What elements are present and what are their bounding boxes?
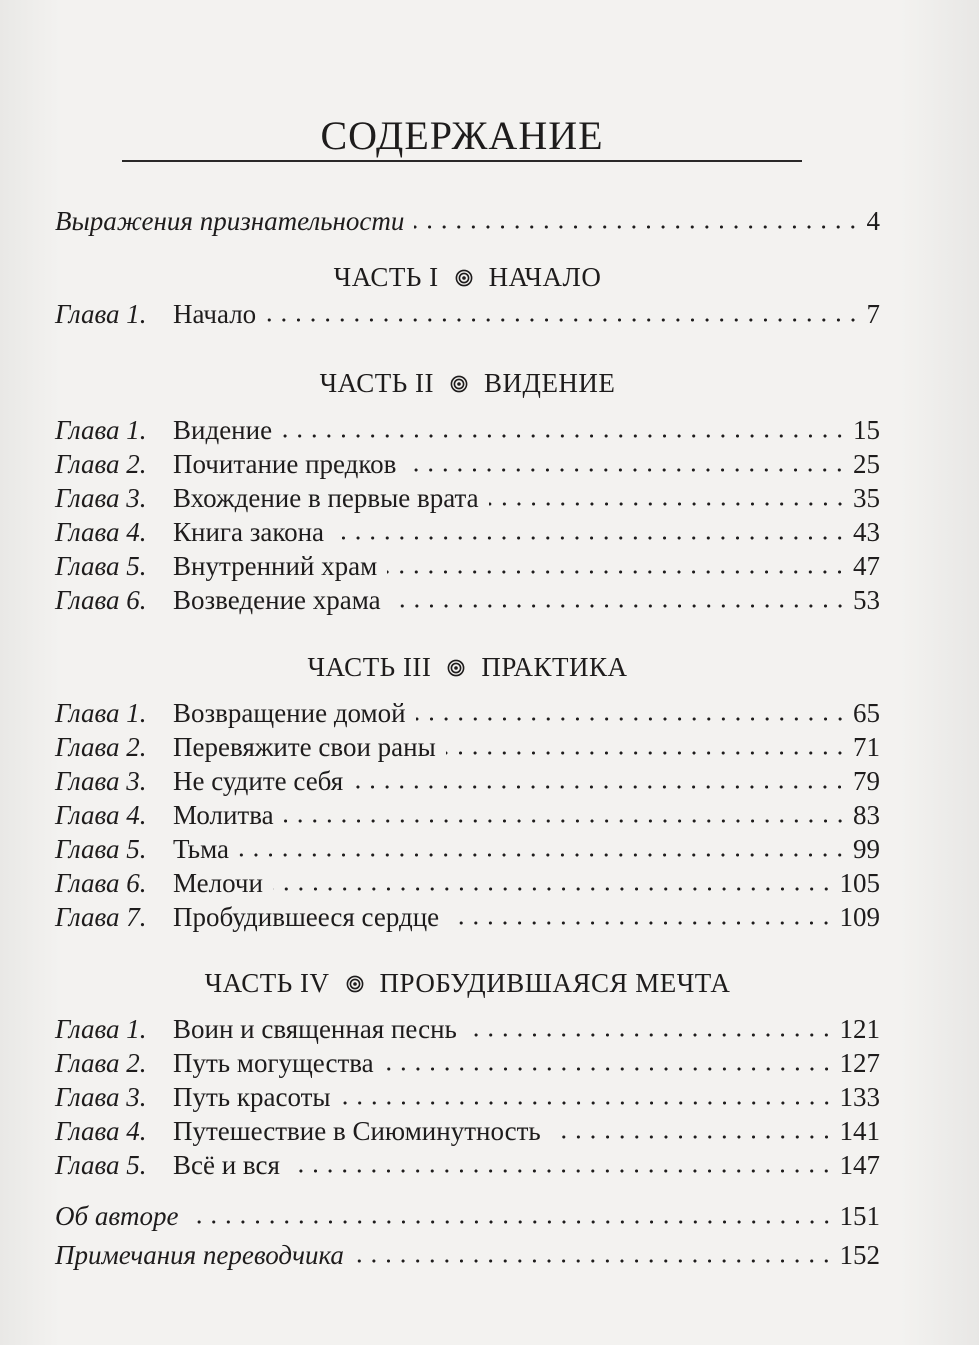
- chapter-title: Воин и священная песнь: [173, 1014, 457, 1044]
- part-heading-2: [55, 368, 880, 399]
- chapter-title: Внутренний храм: [173, 551, 378, 581]
- dot-leader: [449, 921, 833, 925]
- part-label: ЧАСТЬ II: [319, 368, 435, 398]
- page-number: 147: [839, 1150, 880, 1180]
- toc-entry[interactable]: [55, 730, 880, 764]
- toc-entry-acknowledgements[interactable]: [55, 204, 880, 238]
- page-number: 121: [839, 1014, 880, 1044]
- part-name: ПРАКТИКА: [481, 652, 628, 682]
- chapter-number: Глава 3.: [55, 483, 147, 513]
- dot-leader: [290, 1169, 834, 1173]
- page-number: 151: [839, 1201, 880, 1231]
- page-number: 53: [853, 585, 880, 615]
- chapter-title: Видение: [173, 415, 273, 445]
- toc-entry[interactable]: [55, 764, 880, 798]
- chapter-title: Путь красоты: [173, 1082, 331, 1112]
- toc-entry[interactable]: [55, 481, 880, 515]
- page-number: 4: [866, 206, 880, 236]
- toc-entry-translator-notes[interactable]: [55, 1238, 880, 1272]
- dot-leader: [354, 1259, 834, 1263]
- chapter-number: Глава 6.: [55, 868, 147, 898]
- part-heading-4: [55, 968, 880, 999]
- dot-leader: [387, 570, 847, 574]
- chapter-title: Путь могущества: [173, 1048, 374, 1078]
- chapter-title: Книга закона: [173, 517, 325, 547]
- entry-label: Выражения признательности: [55, 206, 405, 236]
- page-number: 47: [853, 551, 880, 581]
- chapter-title: Пробудившееся сердце: [173, 902, 440, 932]
- chapter-title: Возведение храма: [173, 585, 381, 615]
- page-number: 152: [839, 1240, 880, 1270]
- dot-leader: [414, 225, 860, 229]
- chapter-title: Мелочи: [173, 868, 263, 898]
- chapter-number: Глава 1.: [55, 1014, 147, 1044]
- chapter-number: Глава 2.: [55, 732, 147, 762]
- page-number: 127: [839, 1048, 880, 1078]
- part-label: ЧАСТЬ IV: [204, 968, 330, 998]
- chapter-title: Перевяжите свои раны: [173, 732, 436, 762]
- chapter-number: Глава 5.: [55, 551, 147, 581]
- chapter-number: Глава 1.: [55, 698, 147, 728]
- chapter-number: Глава 3.: [55, 766, 147, 796]
- dot-leader: [282, 434, 847, 438]
- toc-entry[interactable]: [55, 1148, 880, 1182]
- dot-leader: [446, 751, 847, 755]
- title-rule: [122, 160, 802, 162]
- page-number: 15: [853, 415, 880, 445]
- toc-entry[interactable]: [55, 832, 880, 866]
- toc-entry[interactable]: [55, 1046, 880, 1080]
- toc-entry[interactable]: [55, 798, 880, 832]
- toc-entry[interactable]: [55, 866, 880, 900]
- dot-leader: [273, 887, 834, 891]
- part-name: ПРОБУДИВШАЯСЯ МЕЧТА: [379, 968, 731, 998]
- dot-leader: [406, 468, 847, 472]
- part-name: ВИДЕНИЕ: [484, 368, 616, 398]
- dot-leader: [353, 785, 847, 789]
- page-number: 25: [853, 449, 880, 479]
- page-number: 43: [853, 517, 880, 547]
- part-heading-1: [55, 262, 880, 293]
- dot-leader: [334, 536, 847, 540]
- page-number: 65: [853, 698, 880, 728]
- page-number: 109: [839, 902, 880, 932]
- page-number: 35: [853, 483, 880, 513]
- dot-leader: [341, 1101, 834, 1105]
- part-label: ЧАСТЬ I: [333, 262, 439, 292]
- chapter-number: Глава 1.: [55, 299, 147, 329]
- dot-leader: [416, 717, 847, 721]
- chapter-number: Глава 4.: [55, 1116, 147, 1146]
- chapter-number: Глава 5.: [55, 834, 147, 864]
- page-number: 99: [853, 834, 880, 864]
- part-label: ЧАСТЬ III: [307, 652, 432, 682]
- chapter-title: Тьма: [173, 834, 229, 864]
- toc-entry[interactable]: [55, 1114, 880, 1148]
- toc-entry[interactable]: [55, 515, 880, 549]
- page-number: 83: [853, 800, 880, 830]
- page-number: 133: [839, 1082, 880, 1112]
- entry-label: Примечания переводчика: [55, 1240, 344, 1270]
- toc-entry[interactable]: [55, 297, 880, 331]
- page-number: 71: [853, 732, 880, 762]
- chapter-number: Глава 6.: [55, 585, 147, 615]
- toc-entry-about-author[interactable]: [55, 1199, 880, 1233]
- spiral-ornament-icon: [447, 659, 465, 677]
- page-number: 141: [839, 1116, 880, 1146]
- toc-entry[interactable]: [55, 900, 880, 934]
- toc-entry[interactable]: [55, 447, 880, 481]
- dot-leader: [467, 1033, 834, 1037]
- chapter-title: Не судите себя: [173, 766, 344, 796]
- chapter-title: Начало: [173, 299, 257, 329]
- spiral-ornament-icon: [346, 975, 364, 993]
- part-heading-3: [55, 652, 880, 683]
- toc-entry[interactable]: [55, 549, 880, 583]
- toc-entry[interactable]: [55, 696, 880, 730]
- chapter-title: Почитание предков: [173, 449, 397, 479]
- chapter-title: Всё и вся: [173, 1150, 280, 1180]
- page-title: СОДЕРЖАНИЕ: [320, 113, 604, 158]
- dot-leader: [391, 604, 847, 608]
- part-name: НАЧАЛО: [488, 262, 602, 292]
- chapter-title: Возвращение домой: [173, 698, 406, 728]
- spiral-ornament-icon: [455, 269, 473, 287]
- dot-leader: [384, 1067, 834, 1071]
- dot-leader: [551, 1135, 834, 1139]
- chapter-number: Глава 3.: [55, 1082, 147, 1112]
- dot-leader: [239, 853, 847, 857]
- chapter-number: Глава 1.: [55, 415, 147, 445]
- chapter-number: Глава 7.: [55, 902, 147, 932]
- dot-leader: [489, 502, 847, 506]
- page-number: 7: [866, 299, 880, 329]
- page-number: 105: [839, 868, 880, 898]
- dot-leader: [266, 318, 860, 322]
- chapter-number: Глава 4.: [55, 517, 147, 547]
- toc-entry[interactable]: [55, 1080, 880, 1114]
- chapter-number: Глава 2.: [55, 1048, 147, 1078]
- dot-leader: [284, 819, 847, 823]
- toc-entry[interactable]: [55, 413, 880, 447]
- spiral-ornament-icon: [450, 375, 468, 393]
- chapter-number: Глава 4.: [55, 800, 147, 830]
- chapter-title: Молитва: [173, 800, 274, 830]
- chapter-number: Глава 2.: [55, 449, 147, 479]
- chapter-number: Глава 5.: [55, 1150, 147, 1180]
- dot-leader: [189, 1220, 834, 1224]
- chapter-title: Вхождение в первые врата: [173, 483, 479, 513]
- chapter-title: Путешествие в Сиюминутность: [173, 1116, 541, 1146]
- toc-entry[interactable]: [55, 583, 880, 617]
- entry-label: Об авторе: [55, 1201, 179, 1231]
- toc-entry[interactable]: [55, 1012, 880, 1046]
- page-number: 79: [853, 766, 880, 796]
